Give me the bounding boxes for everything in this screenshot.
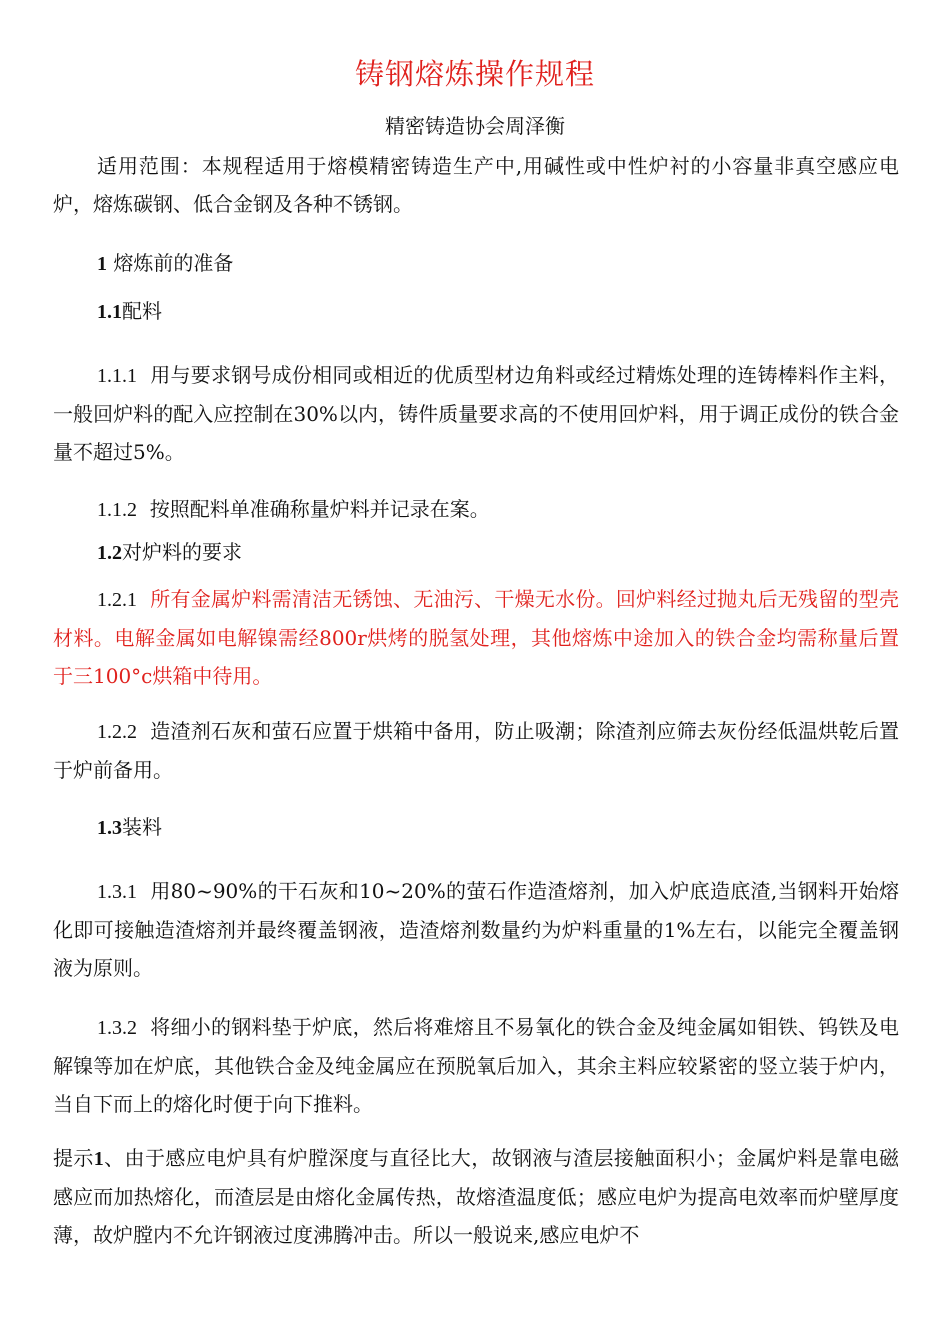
section-title: 熔炼前的准备	[113, 251, 234, 275]
paragraph-1-1-2	[53, 490, 899, 529]
note-text: 、由于感应电炉具有炉膛深度与直径比大，故钢液与渣层接触面积小；金属炉料是靠电磁感应而加热熔化，而渣层是由熔化金属传热，故熔渣温度低；感应电炉为提高电效率而炉壁厚度薄，故炉膛内不允许钢液过度沸腾冲击。所以一般说来,感应电炉不	[53, 1146, 900, 1247]
document-title: 铸钢熔炼操作规程	[354, 57, 595, 91]
section-1-1-heading	[97, 292, 162, 331]
section-1-3-heading	[97, 808, 162, 847]
clause-number: 1.1.2	[97, 499, 137, 521]
paragraph-1-2-1	[53, 580, 899, 695]
section-1-2-heading	[97, 533, 242, 572]
section-title: 配料	[122, 299, 162, 323]
section-number: 1.2	[97, 542, 122, 564]
paragraph-1-1-1	[53, 356, 899, 471]
note-paragraph	[53, 1139, 899, 1254]
document-author: 精密铸造协会周泽衡	[385, 114, 565, 138]
section-number: 1.1	[97, 301, 122, 323]
clause-text: 将细小的钢料垫于炉底，然后将难熔且不易氧化的铁合金及纯金属如钼铁、钨铁及电解镍等加在炉底，其他铁合金及纯金属应在预脱氧后加入，其余主料应较紧密的竖立装于炉内，当自下而上的熔化时便于向下推料。	[53, 1015, 900, 1116]
clause-text: 造渣剂石灰和萤石应置于烘箱中备用，防止吸潮；除渣剂应筛去灰份经低温烘乾后置于炉前备用。	[53, 719, 900, 782]
section-title: 对炉料的要求	[122, 540, 242, 564]
paragraph-1-2-2	[53, 712, 899, 789]
paragraph-1-3-1	[53, 872, 899, 987]
clause-text-highlighted: 所有金属炉料需清洁无锈蚀、无油污、干燥无水份。回炉料经过抛丸后无残留的型壳材料。电解金属如电解镍需经800r烘烤的脱氢处理，其他熔炼中途加入的铁合金均需称量后置于三100°c烘箱中待用。	[53, 587, 900, 688]
clause-text: 用80~90%的干石灰和10~20%的萤石作造渣熔剂，加入炉底造底渣,当钢料开始熔化即可接触造渣熔剂并最终覆盖钢液，造渣熔剂数量约为炉料重量的1%左右，以能完全覆盖钢液为原则。	[53, 879, 899, 980]
section-number: 1.3	[97, 817, 122, 839]
note-number: 1	[93, 1148, 104, 1170]
clause-number: 1.1.1	[97, 365, 137, 387]
scope-paragraph: 适用范围：本规程适用于熔模精密铸造生产中,用碱性或中性炉衬的小容量非真空感应电炉，熔炼碳钢、低合金钢及各种不锈钢。	[53, 154, 899, 216]
clause-number: 1.2.1	[97, 589, 137, 611]
clause-text: 用与要求钢号成份相同或相近的优质型材边角料或经过精炼处理的连铸棒料作主料，一般回炉料的配入应控制在30%以内，铸件质量要求高的不使用回炉料，用于调正成份的铁合金量不超过5%。	[53, 363, 900, 464]
paragraph-1-3-2	[53, 1008, 899, 1123]
section-number: 1	[97, 253, 107, 275]
note-label: 提示	[53, 1146, 94, 1170]
clause-number: 1.3.1	[97, 881, 137, 903]
clause-number: 1.2.2	[97, 721, 137, 743]
section-title: 装料	[122, 815, 162, 839]
clause-number: 1.3.2	[97, 1017, 137, 1039]
section-1-heading	[97, 244, 233, 283]
clause-text: 按照配料单准确称量炉料并记录在案。	[149, 497, 490, 521]
